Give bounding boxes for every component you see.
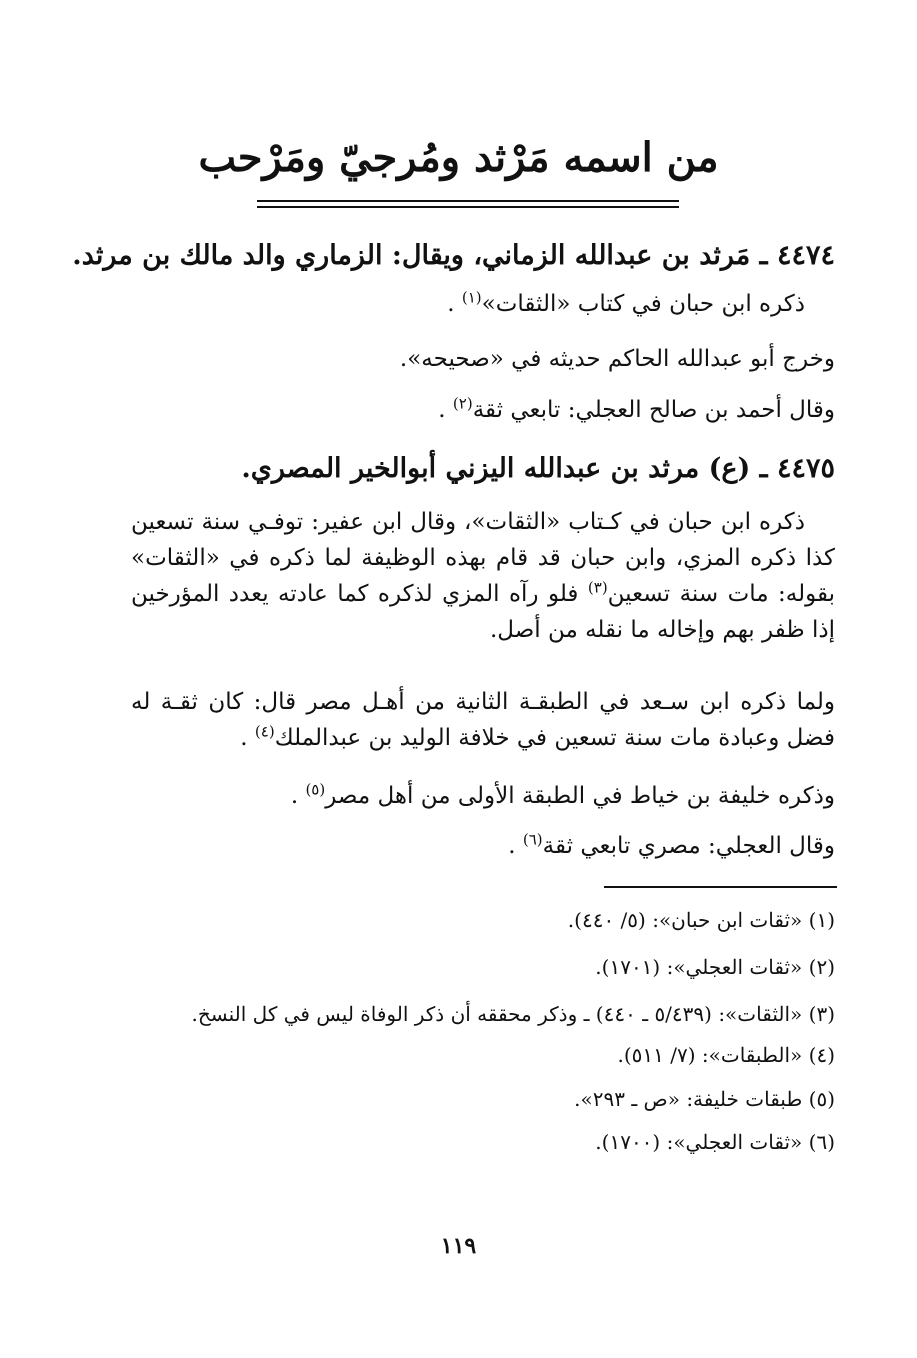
footnote-5: (٥) طبقات خليفة: «ص ـ ٢٩٣». <box>574 1087 835 1111</box>
entry-number: ٤٤٧٤ <box>776 240 835 271</box>
footnote-ref: (٤) <box>254 722 275 741</box>
footnote-separator <box>604 886 837 888</box>
page-number: ١١٩ <box>440 1233 477 1259</box>
entry-4474-heading <box>72 240 835 272</box>
entry-heading-text: ـ (ع) مرثد بن عبدالله اليزني أبوالخير المصري. <box>241 453 768 484</box>
entry-4475-paragraph-2: ولما ذكره ابن سـعد في الطبقـة الثانية من أهـل مصر قال: كان ثقـة له فضل وعبادة مات سنة تسعين في خلافة الوليد بن عبدالملك$^{(٤)}$ . <box>131 689 835 751</box>
footnote-1: (١) «ثقات ابن حبان»: (٥/ ٤٤٠). <box>567 908 835 932</box>
footnote-ref: (٢) <box>452 394 473 413</box>
entry-4475-line-3: وذكره خليفة بن خياط في الطبقة الأولى من أهل مصر$^{(٥)}$ . <box>290 780 835 809</box>
entry-number: ٤٤٧٥ <box>776 453 835 484</box>
entry-4474-line-3: وقال أحمد بن صالح العجلي: تابعي ثقة$^{(٢)}$ . <box>438 394 835 423</box>
footnote-ref: (١) <box>461 288 482 307</box>
title-rule-top <box>257 200 679 202</box>
footnote-4: (٤) «الطبقات»: (٧/ ٥١١). <box>617 1043 835 1067</box>
footnote-6: (٦) «ثقات العجلي»: (١٧٠٠). <box>595 1130 835 1154</box>
entry-heading-text: ـ مَرثد بن عبدالله الزماني، ويقال: الزماري والد مالك بن مرثد. <box>72 240 768 271</box>
entry-4475-paragraph-1: ذكره ابن حبان في كـتاب «الثقات»، وقال ابن عفير: توفـي سنة تسعين كذا ذكره المزي، وابن حبان قد قام بهذه الوظيفة لما ذكره في «الثقات» بقوله: مات سنة تسعين$^{(٣)}$ فلو رآه المزي لذكره كما عادته يعدد المؤرخين إذا ظفر بهم وإخاله ما نقله من أصل. <box>131 509 835 643</box>
entry-4474-line-1: ذكره ابن حبان في كتاب «الثقات»$^{(١)}$ . <box>447 288 805 317</box>
footnote-ref: (٣) <box>587 578 608 597</box>
chapter-title: من اسمه مَرْثد ومُرجيّ ومَرْحب <box>198 134 719 181</box>
footnote-ref: (٦) <box>522 830 543 849</box>
entry-4475-line-4: وقال العجلي: مصري تابعي ثقة$^{(٦)}$ . <box>508 830 835 859</box>
footnote-3: (٣) «الثقات»: (٥/٤٣٩ ـ ٤٤٠) ـ وذكر محققه أن ذكر الوفاة ليس في كل النسخ. <box>191 1002 835 1026</box>
title-rule-bottom <box>257 206 679 208</box>
entry-4475-heading <box>241 453 835 485</box>
entry-4474-line-2: وخرج أبو عبدالله الحاكم حديثه في «صحيحه». <box>399 346 835 372</box>
footnote-2: (٢) «ثقات العجلي»: (١٧٠١). <box>595 955 835 979</box>
footnote-ref: (٥) <box>305 780 326 799</box>
